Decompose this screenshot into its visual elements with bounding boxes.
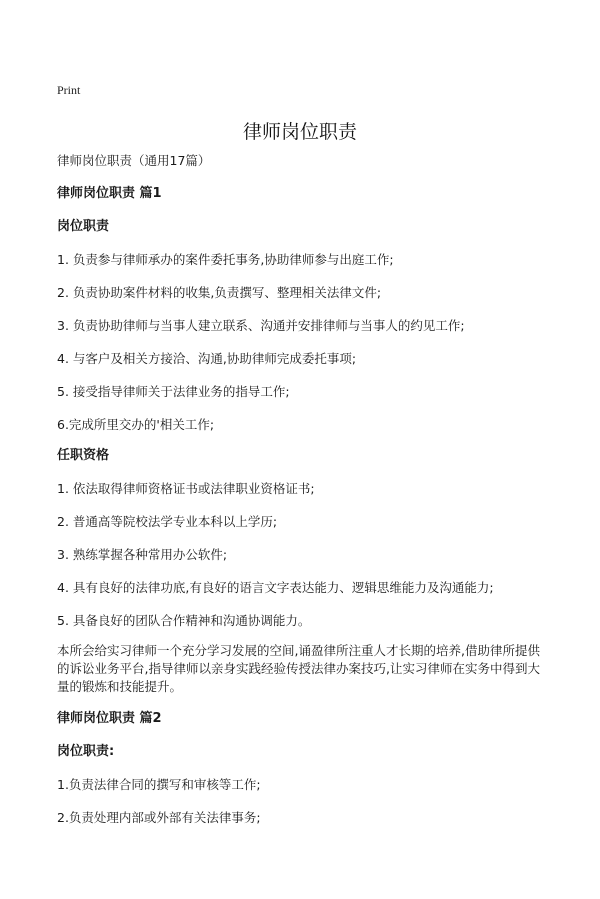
print-label: Print xyxy=(57,83,81,97)
list-item: 4. 与客户及相关方接洽、沟通,协助律师完成委托事项; xyxy=(57,351,357,366)
list-item: 5. 具备良好的团队合作精神和沟通协调能力。 xyxy=(57,613,311,628)
document-subtitle: 律师岗位职责（通用17篇） xyxy=(57,153,211,168)
list-item: 1. 依法取得律师资格证书或法律职业资格证书; xyxy=(57,481,315,496)
qualifications-heading: 任职资格 xyxy=(57,448,110,463)
list-item: 5. 接受指导律师关于法律业务的指导工作; xyxy=(57,384,290,399)
document-title: 律师岗位职责 xyxy=(242,121,357,143)
list-item: 1.负责法律合同的撰写和审核等工作; xyxy=(57,777,261,792)
section-heading: 律师岗位职责 篇1 xyxy=(57,186,162,201)
list-item: 4. 具有良好的法律功底,有良好的语言文字表达能力、逻辑思维能力及沟通能力; xyxy=(57,580,494,595)
section-heading: 律师岗位职责 篇2 xyxy=(57,711,162,726)
duties-heading: 岗位职责 xyxy=(57,219,110,234)
document-body xyxy=(57,150,552,827)
list-item: 2.负责处理内部或外部有关法律事务; xyxy=(57,810,261,825)
list-item: 1. 负责参与律师承办的案件委托事务,协助律师参与出庭工作; xyxy=(57,252,394,267)
list-item: 3. 熟练掌握各种常用办公软件; xyxy=(57,547,228,562)
list-item: 3. 负责协助律师与当事人建立联系、沟通并安排律师与当事人的约见工作; xyxy=(57,318,465,333)
list-item: 6.完成所里交办的'相关工作; xyxy=(57,417,215,432)
body-paragraph: 本所会给实习律师一个充分学习发展的空间,诵盈律所注重人才长期的培养,借助律所提供的诉讼业务平台,指导律师以亲身实践经验传授法律办案技巧,让实习律师在实务中得到大量的锻炼和技能提升。 xyxy=(57,643,540,694)
duties-heading: 岗位职责: xyxy=(57,744,115,759)
list-item: 2. 负责协助案件材料的收集,负责撰写、整理相关法律文件; xyxy=(57,285,382,300)
list-item: 2. 普通高等院校法学专业本科以上学历; xyxy=(57,514,278,529)
